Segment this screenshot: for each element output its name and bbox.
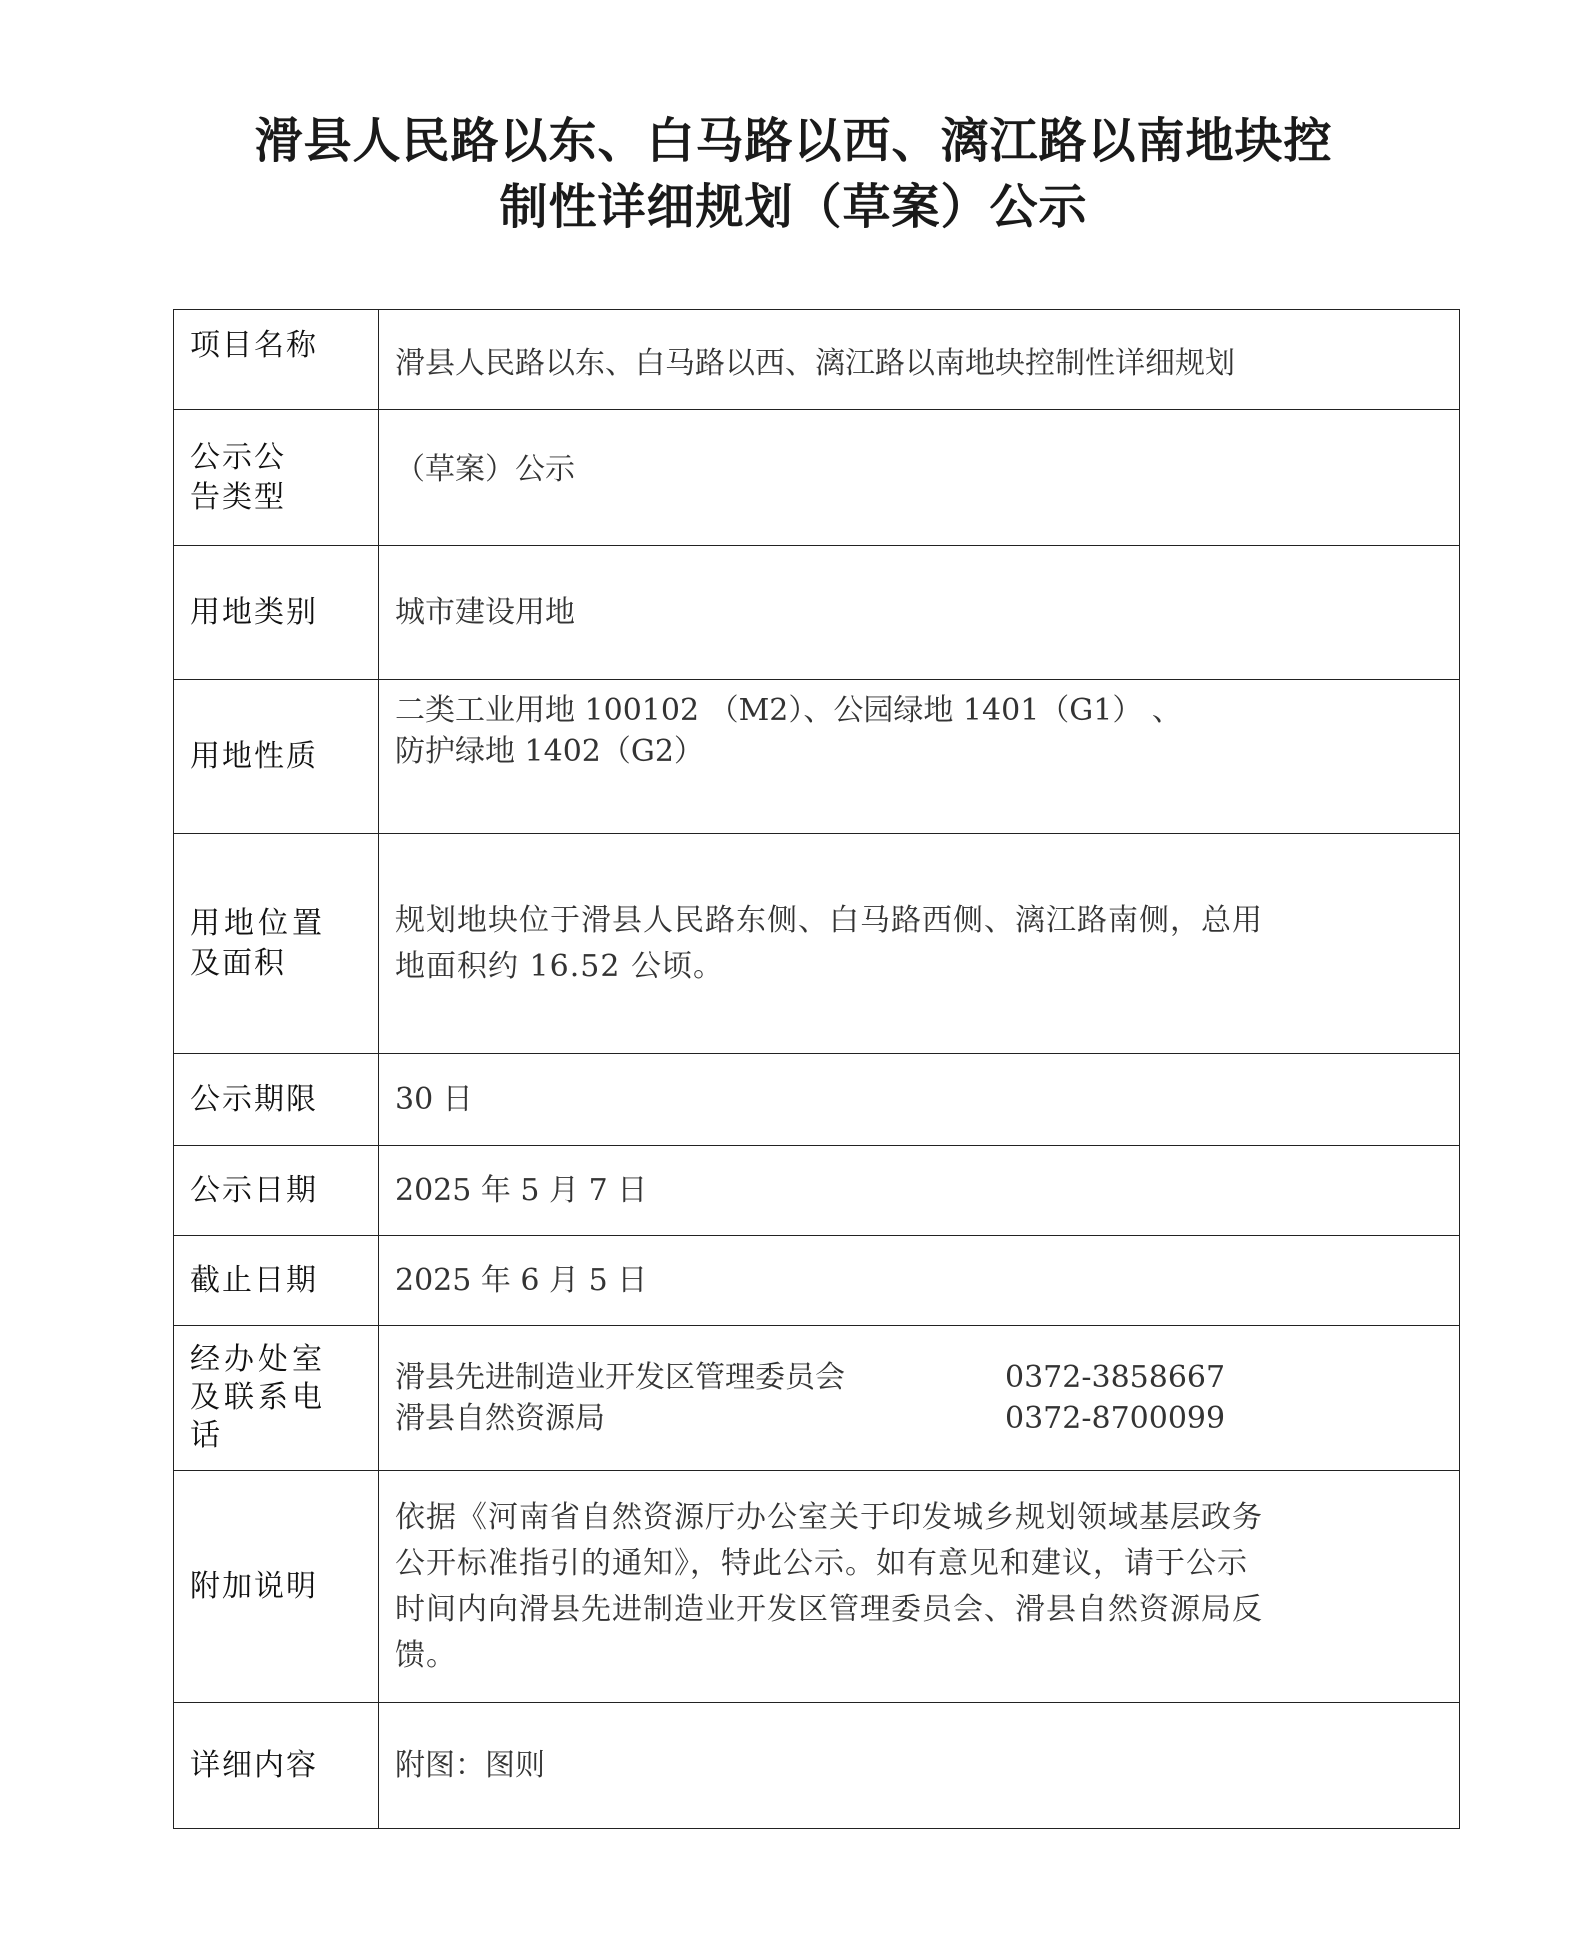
contact-phone: 0372-8700099 [1005,1401,1226,1436]
contact-entry [395,1398,1449,1439]
title-line-1: 滑县人民路以东、白马路以西、漓江路以南地块控 [254,113,1333,169]
label-text: 截止日期 [190,1262,318,1298]
label-contact [174,1326,379,1471]
value-text-line-1: 规划地块位于滑县人民路东侧、白马路西侧、漓江路南侧，总用 [395,902,1263,938]
value-text: 2025 年 6 月 5 日 [395,1263,648,1298]
row-land-category [174,546,1460,680]
value-land-category [379,546,1460,680]
row-notice-type [174,410,1460,546]
label-text: 公示期限 [190,1081,318,1117]
value-text: 城市建设用地 [395,595,575,630]
value-contact [379,1326,1460,1471]
remarks-line: 馈。 [395,1637,457,1673]
label-text-line-2: 及面积 [190,945,286,981]
row-end-date [174,1236,1460,1326]
value-end-date [379,1236,1460,1326]
label-text: 附加说明 [190,1568,318,1604]
value-text: 2025 年 5 月 7 日 [395,1173,648,1208]
label-text: 详细内容 [190,1747,318,1783]
label-text-line-1: 用地位置 [190,905,326,941]
contact-phone: 0372-3858667 [1005,1360,1226,1395]
label-text-line-2: 及联系电 [190,1380,326,1415]
value-text-line-2: 防护绿地 1402（G2） [395,734,704,769]
label-notice-type [174,410,379,546]
label-text: 公示日期 [190,1172,318,1208]
label-text: 项目名称 [190,327,318,363]
label-text-line-1: 经办处室 [190,1342,326,1377]
remarks-line: 公开标准指引的通知》，特此公示。如有意见和建议，请于公示 [395,1545,1248,1581]
value-project-name [379,310,1460,410]
value-remarks [379,1471,1460,1703]
value-location-area [379,834,1460,1054]
value-text-line-1: 二类工业用地 100102 （M2）、公园绿地 1401（G1） 、 [395,693,1182,728]
label-project-name [174,310,379,410]
page-title [0,108,1587,240]
row-start-date [174,1146,1460,1236]
value-text-line-2: 地面积约 16.52 公顷。 [395,948,724,984]
value-notice-type [379,410,1460,546]
label-text: 用地性质 [190,738,318,774]
contact-org: 滑县自然资源局 [395,1401,605,1436]
label-text-line-2: 告类型 [190,479,286,515]
row-location-area [174,834,1460,1054]
label-details [174,1703,379,1829]
row-contact [174,1326,1460,1471]
label-end-date [174,1236,379,1326]
row-remarks [174,1471,1460,1703]
label-text-line-3: 话 [190,1418,222,1453]
label-text: 用地类别 [190,594,318,630]
value-land-nature [379,680,1460,834]
row-period [174,1054,1460,1146]
contact-org: 滑县先进制造业开发区管理委员会 [395,1360,845,1395]
label-text-line-1: 公示公 [190,439,286,475]
label-period [174,1054,379,1146]
label-location-area [174,834,379,1054]
contact-entry [395,1357,1449,1398]
title-line-2: 制性详细规划（草案）公示 [499,179,1088,235]
value-text: 滑县人民路以东、白马路以西、漓江路以南地块控制性详细规划 [395,346,1235,381]
value-text: 附图：图则 [395,1748,545,1783]
remarks-line: 时间内向滑县先进制造业开发区管理委员会、滑县自然资源局反 [395,1591,1263,1627]
value-details [379,1703,1460,1829]
value-text: （草案）公示 [395,452,575,487]
remarks-line: 依据《河南省自然资源厅办公室关于印发城乡规划领域基层政务 [395,1499,1263,1535]
row-land-nature [174,680,1460,834]
label-start-date [174,1146,379,1236]
value-start-date [379,1146,1460,1236]
row-project-name [174,310,1460,410]
label-remarks [174,1471,379,1703]
notice-table [173,309,1460,1829]
value-period [379,1054,1460,1146]
row-details [174,1703,1460,1829]
label-land-nature [174,680,379,834]
value-text: 30 日 [395,1082,473,1117]
label-land-category [174,546,379,680]
